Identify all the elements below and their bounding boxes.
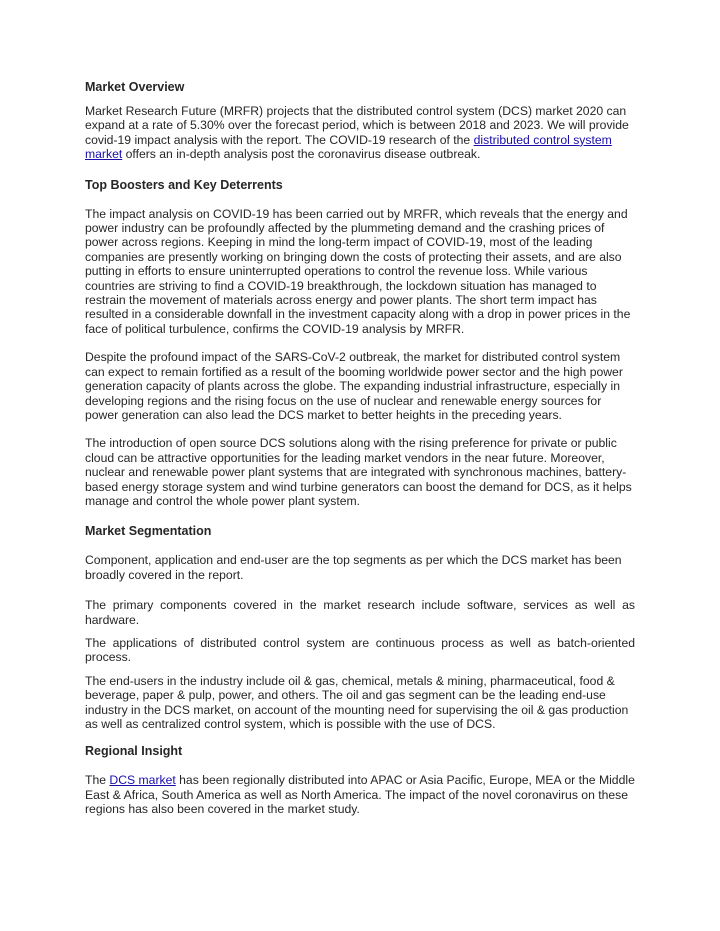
overview-text-b: offers an in-depth analysis post the coronavirus disease outbreak. (122, 147, 481, 162)
segmentation-paragraph-4: The end-users in the industry include oil & gas, chemical, metals & mining, pharmaceutical, food & beverage, paper & pulp, power, and others. The oil and gas segment can be the leading end-use industry in the DCS market, on account of the mounting need for supervising the oil & gas production as well as centralized control system, which is possible with the use of DCS. (85, 673, 629, 731)
heading-regional-insight: Regional Insight (85, 744, 183, 759)
heading-market-overview: Market Overview (85, 80, 185, 94)
heading-market-segmentation: Market Segmentation (85, 524, 212, 539)
boosters-paragraph-3: The introduction of open source DCS solutions along with the rising preference for private or public cloud can be attractive opportunities for the leading market vendors in the near future. Moreover, nuclear and renewable power plant systems that are integrated with synchronous machines, battery-based energy storage system and wind turbine generators can boost the demand for DCS, as it helps manage and control the whole power plant system. (85, 436, 632, 508)
regional-text-b: has been regionally distributed into APAC or Asia Pacific, Europe, MEA or the Middle East & Africa, South America as well as North America. The impact of the novel coronavirus on these regions has also been covered in the market study. (85, 773, 635, 817)
distributed-control-system-market-link[interactable]: distributed control system market (85, 132, 612, 162)
boosters-paragraph-1: The impact analysis on COVID-19 has been carried out by MRFR, which reveals that the energy and power industry can be profoundly affected by the plummeting demand and the crashing prices of power across regions. Keeping in mind the long-term impact of COVID-19, most of the leading companies are presently working on bringing down the costs of protecting their assets, and are also putting in efforts to ensure uninterrupted operations to control the revenue loss. While various countries are striving to find a COVID-19 breakthrough, the lockdown situation has managed to restrain the movement of materials across energy and power plants. The short term impact has resulted in a considerable downfall in the investment capacity along with a drop in power prices in the face of political turbulence, confirms the COVID-19 analysis by MRFR. (85, 206, 631, 336)
segmentation-paragraph-3: The applications of distributed control system are continuous process as well as batch-oriented process. (85, 635, 635, 665)
boosters-paragraph-2: Despite the profound impact of the SARS-CoV-2 outbreak, the market for distributed control system can expect to remain fortified as a result of the booming worldwide power sector and the high power generation capacity of plants across the globe. The expanding industrial infrastructure, especially in developing regions and the rising focus on the use of nuclear and renewable energy sources for power generation can also lead the DCS market to better heights in the preceding years. (85, 350, 623, 422)
segmentation-paragraph-2: The primary components covered in the market research include software, services as well as hardware. (85, 598, 635, 627)
document-page (85, 80, 635, 817)
regional-text-a: The (85, 773, 110, 788)
segmentation-paragraph-1: Component, application and end-user are the top segments as per which the DCS market has been broadly covered in the report. (85, 553, 622, 582)
overview-paragraph (85, 104, 635, 162)
dcs-market-link[interactable]: DCS market (109, 773, 176, 788)
regional-paragraph (85, 773, 635, 816)
heading-top-boosters: Top Boosters and Key Deterrents (85, 177, 283, 192)
overview-text-a: Market Research Future (MRFR) projects that the distributed control system (DCS) market 2020 can expand at a rate of 5.30% over the forecast period, which is between 2018 and 2023. We will provide covid-19 impact analysis with the report. The COVID-19 research of the (85, 104, 629, 147)
